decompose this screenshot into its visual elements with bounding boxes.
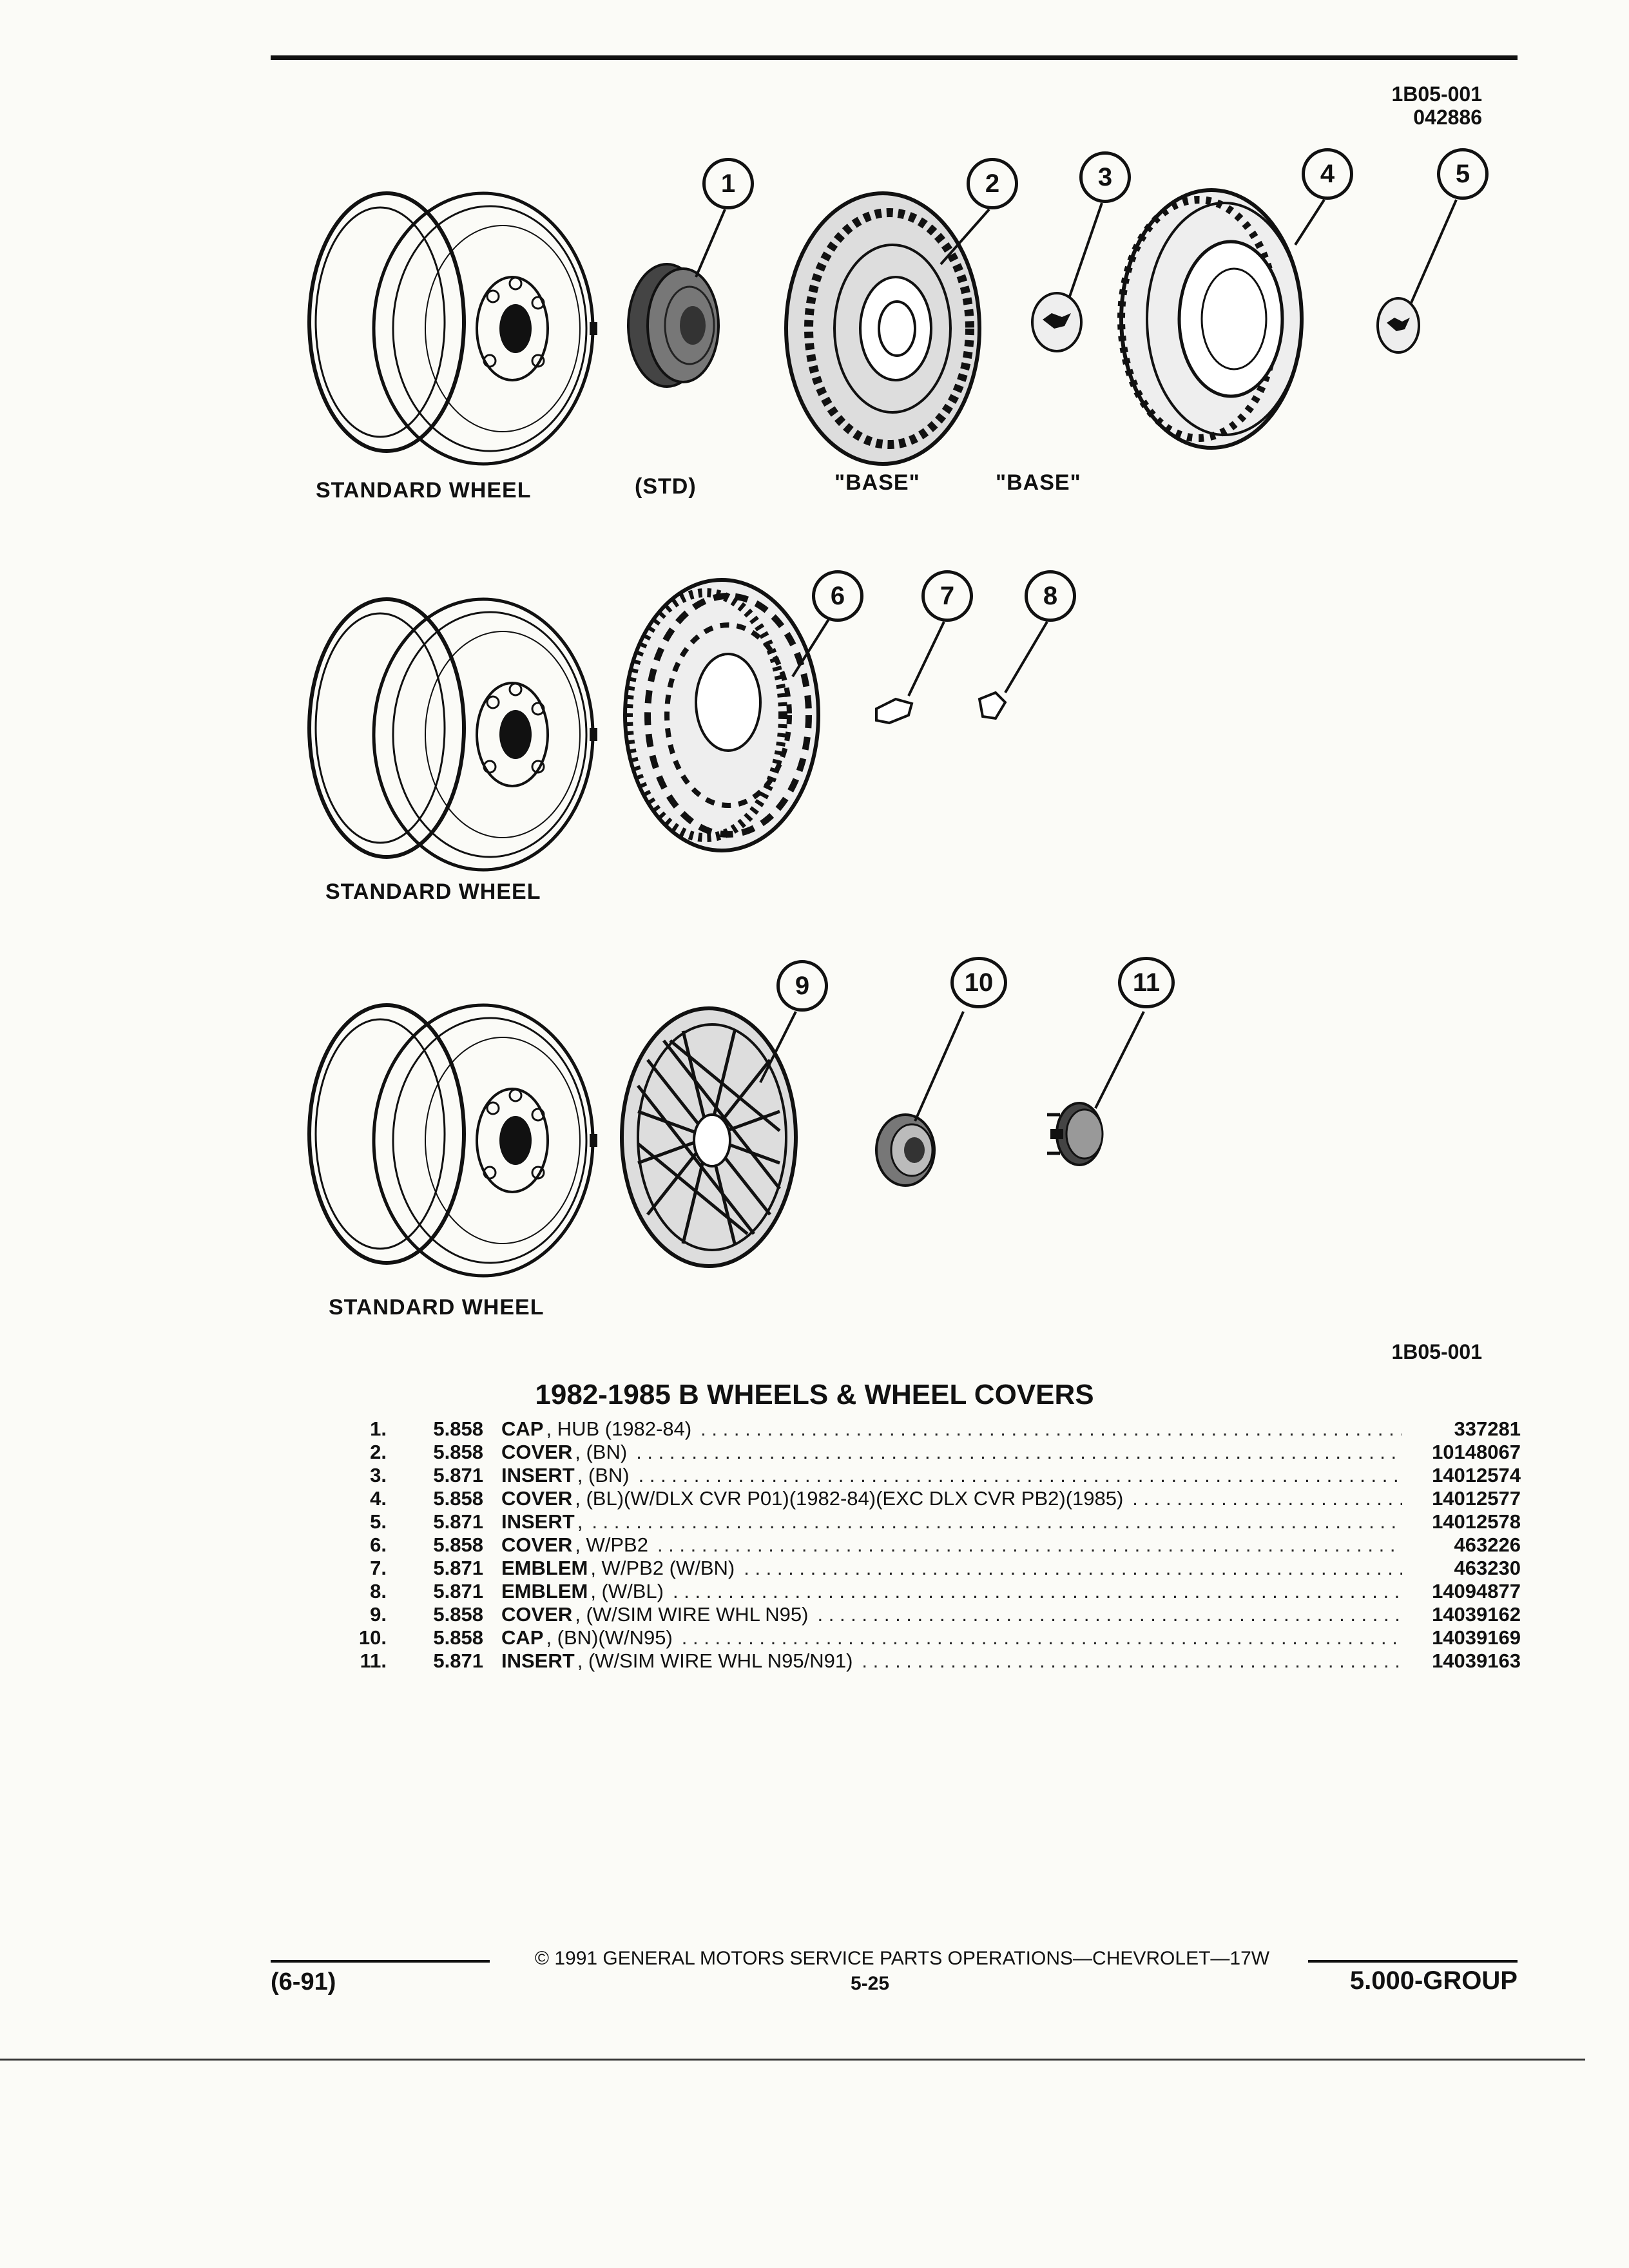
- leader-dots: [682, 1626, 1402, 1649]
- part-name: CAP: [501, 1418, 544, 1440]
- callout-7: 7: [921, 570, 973, 622]
- list-item: [348, 1557, 1521, 1580]
- item-number: 1.: [370, 1418, 387, 1440]
- caption-standard-wheel-1: STANDARD WHEEL: [316, 478, 532, 503]
- part-name: COVER: [501, 1487, 573, 1510]
- leader-dots: [862, 1649, 1402, 1673]
- standard-wheel-3: [309, 1005, 597, 1276]
- group-number: 5.858: [433, 1418, 483, 1440]
- group-number: 5.858: [433, 1487, 483, 1510]
- footer-copyright: © 1991 GENERAL MOTORS SERVICE PARTS OPERATIONS—CHEVROLET—17W: [534, 1948, 1270, 1969]
- part-description: , (W/SIM WIRE WHL N95/N91): [577, 1649, 853, 1672]
- group-number: 5.871: [433, 1580, 483, 1602]
- list-item: [348, 1580, 1521, 1603]
- header-subcode: 042886: [1413, 106, 1482, 129]
- list-item: [348, 1603, 1521, 1626]
- item-number: 2.: [370, 1441, 387, 1463]
- part-name: COVER: [501, 1603, 573, 1626]
- part-name: COVER: [501, 1533, 573, 1556]
- leader-dots: [1132, 1487, 1402, 1510]
- item-number: 4.: [370, 1487, 387, 1510]
- item-number: 5.: [370, 1510, 387, 1533]
- part-name: INSERT: [501, 1510, 575, 1533]
- footer-group: 5.000-GROUP: [1349, 1966, 1518, 1995]
- part-number: 463226: [1454, 1533, 1521, 1556]
- footer-page-number: 5-25: [850, 1973, 890, 1994]
- parts-list: [348, 1418, 1521, 1673]
- list-item: [348, 1487, 1521, 1510]
- part-number: 337281: [1454, 1418, 1521, 1440]
- list-item: [348, 1626, 1521, 1649]
- caption-std: (STD): [635, 474, 697, 499]
- part-name: INSERT: [501, 1649, 575, 1672]
- list-item: [348, 1533, 1521, 1557]
- group-number: 5.871: [433, 1464, 483, 1486]
- list-item: [348, 1418, 1521, 1441]
- part-number: 14012577: [1432, 1487, 1521, 1510]
- part-number: 14012578: [1432, 1510, 1521, 1533]
- callout-4: 4: [1302, 148, 1353, 200]
- part-description: , (BN)(W/N95): [546, 1626, 673, 1649]
- item-number: 10.: [358, 1626, 387, 1649]
- group-number: 5.858: [433, 1441, 483, 1463]
- list-item: [348, 1441, 1521, 1464]
- part-description: ,: [577, 1510, 583, 1533]
- figure-code: 1B05-001: [1391, 1340, 1482, 1363]
- part-number: 14012574: [1432, 1464, 1521, 1486]
- callout-2: 2: [967, 158, 1018, 209]
- part-number: 10148067: [1432, 1441, 1521, 1463]
- leader-dots: [657, 1533, 1402, 1557]
- item-number: 9.: [370, 1603, 387, 1626]
- group-number: 5.871: [433, 1510, 483, 1533]
- leader-dots: [673, 1580, 1402, 1603]
- callout-11: 11: [1118, 957, 1175, 1008]
- footer-rule-right: [1308, 1960, 1518, 1963]
- group-number: 5.871: [433, 1649, 483, 1672]
- part-description: , HUB (1982-84): [546, 1418, 692, 1440]
- standard-wheel-2: [309, 599, 597, 870]
- callout-8: 8: [1025, 570, 1076, 622]
- header-code: 1B05-001: [1391, 82, 1482, 106]
- leader-dots: [700, 1418, 1402, 1441]
- part-description: , (BN): [575, 1441, 628, 1463]
- item-number: 8.: [370, 1580, 387, 1602]
- part-number: 14094877: [1432, 1580, 1521, 1602]
- list-item: [348, 1510, 1521, 1533]
- group-number: 5.858: [433, 1626, 483, 1649]
- group-number: 5.871: [433, 1557, 483, 1579]
- leader-dots: [636, 1441, 1402, 1464]
- part-description: , (BL)(W/DLX CVR P01)(1982-84)(EXC DLX CVR PB2)(1985): [575, 1487, 1124, 1510]
- list-item: [348, 1464, 1521, 1487]
- part-name: COVER: [501, 1441, 573, 1463]
- part-number: 463230: [1454, 1557, 1521, 1579]
- group-number: 5.858: [433, 1603, 483, 1626]
- caption-standard-wheel-2: STANDARD WHEEL: [325, 879, 541, 904]
- part-name: EMBLEM: [501, 1580, 588, 1602]
- callout-9: 9: [776, 960, 828, 1012]
- callout-10: 10: [950, 957, 1007, 1008]
- callout-6: 6: [812, 570, 863, 622]
- part-number: 14039162: [1432, 1603, 1521, 1626]
- bottom-rule: [0, 2059, 1585, 2061]
- leader-dots: [592, 1510, 1402, 1533]
- item-number: 7.: [370, 1557, 387, 1579]
- item-number: 6.: [370, 1533, 387, 1556]
- parts-list-title: 1982-1985 B WHEELS & WHEEL COVERS: [535, 1379, 1094, 1410]
- part-description: , (W/SIM WIRE WHL N95): [575, 1603, 809, 1626]
- callout-5: 5: [1437, 148, 1489, 200]
- leader-dots: [818, 1603, 1403, 1626]
- part-name: CAP: [501, 1626, 544, 1649]
- caption-base-1: "BASE": [834, 470, 920, 495]
- leader-dots: [744, 1557, 1402, 1580]
- part-name: EMBLEM: [501, 1557, 588, 1579]
- standard-wheel-1: [309, 193, 597, 464]
- list-item: [348, 1649, 1521, 1673]
- part-number: 14039169: [1432, 1626, 1521, 1649]
- footer-rule-left: [271, 1960, 490, 1963]
- leader-dots: [639, 1464, 1402, 1487]
- item-number: 11.: [360, 1649, 387, 1672]
- part-description: , (BN): [577, 1464, 630, 1486]
- part-description: , W/PB2 (W/BN): [590, 1557, 735, 1579]
- caption-base-2: "BASE": [996, 470, 1081, 495]
- caption-standard-wheel-3: STANDARD WHEEL: [329, 1295, 545, 1320]
- footer-date: (6-91): [271, 1968, 336, 1995]
- item-number: 3.: [370, 1464, 387, 1486]
- part-name: INSERT: [501, 1464, 575, 1486]
- callout-1: 1: [702, 158, 754, 209]
- part-description: , W/PB2: [575, 1533, 648, 1556]
- group-number: 5.858: [433, 1533, 483, 1556]
- part-description: , (W/BL): [590, 1580, 664, 1602]
- callout-3: 3: [1079, 151, 1131, 203]
- part-number: 14039163: [1432, 1649, 1521, 1672]
